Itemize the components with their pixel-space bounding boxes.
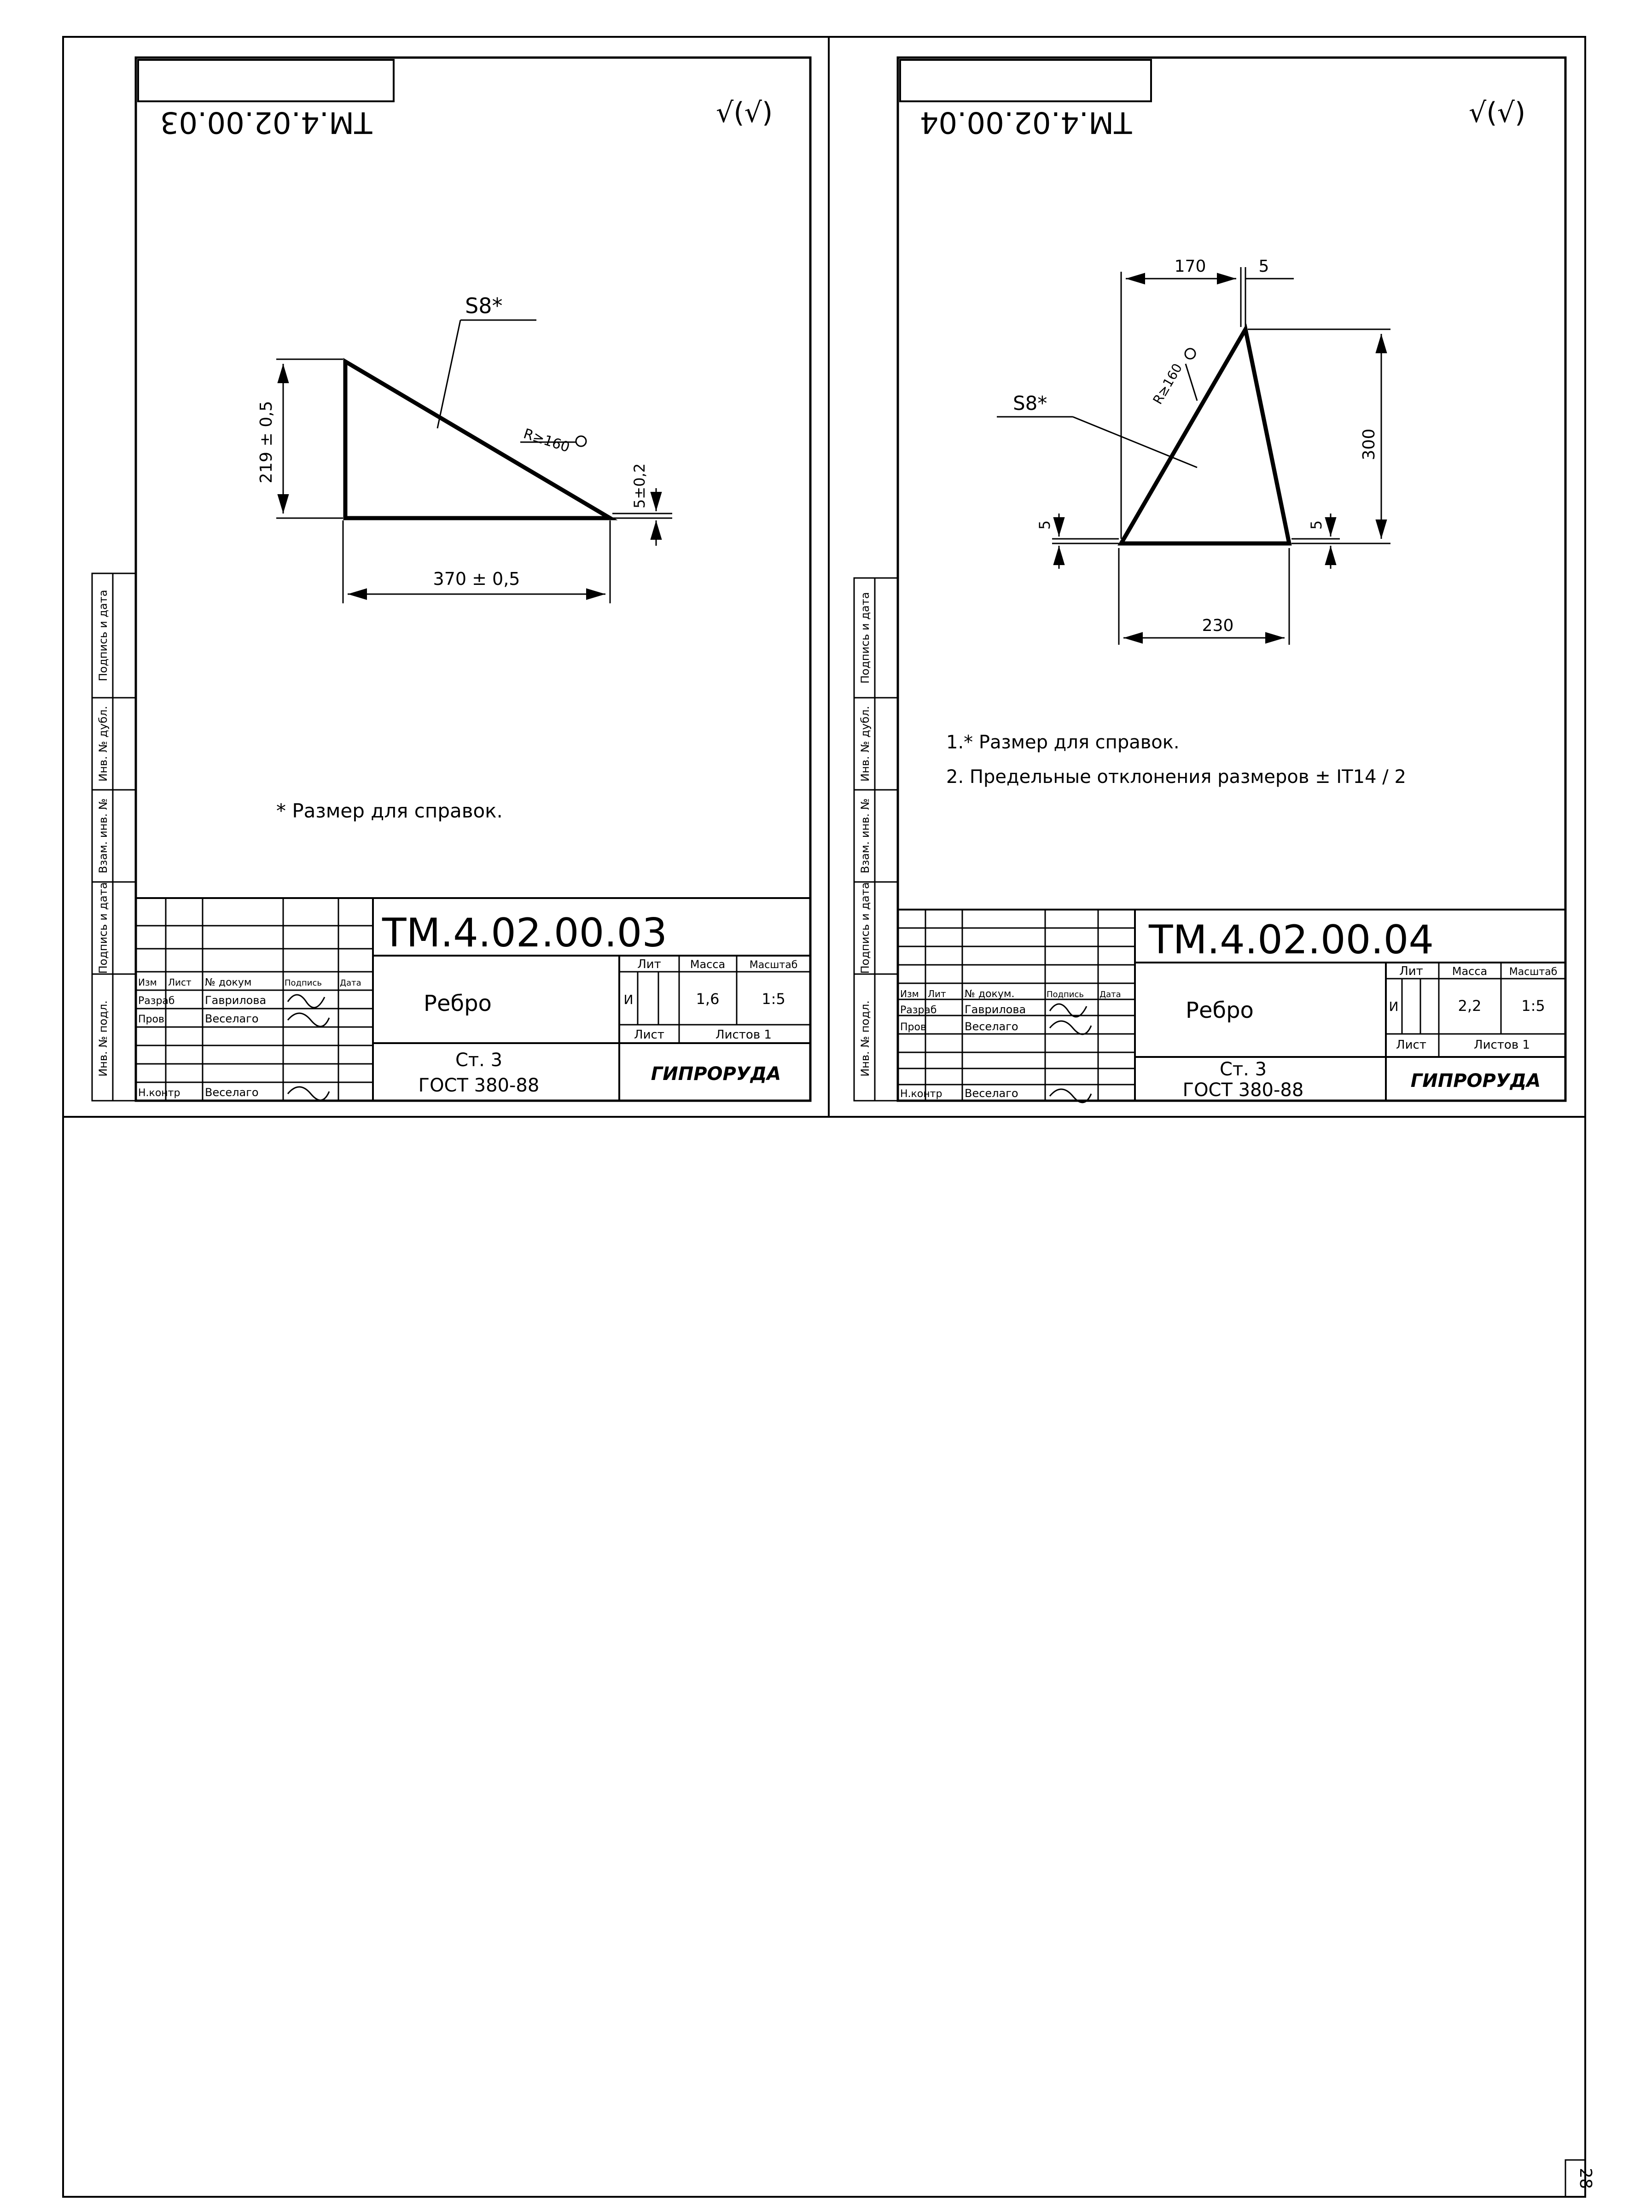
side-label: Подпись и дата bbox=[97, 882, 110, 974]
dim-right-gap-label: 5 bbox=[1308, 520, 1325, 530]
signature bbox=[288, 995, 325, 1008]
sheet-1-top-stamp bbox=[138, 60, 394, 101]
hdr-izm: Изм bbox=[138, 977, 157, 988]
side-label: Подпись и дата bbox=[859, 882, 872, 974]
side-label: Взам. инв. № bbox=[97, 798, 110, 874]
thickness-label: S8* bbox=[465, 293, 503, 318]
col-lit: Лит bbox=[1399, 964, 1423, 978]
hdr-doc: № докум. bbox=[965, 988, 1015, 1000]
col-scale: Масштаб bbox=[1509, 966, 1558, 978]
lit-value: И bbox=[1389, 999, 1399, 1014]
sheet-label: Лист bbox=[1396, 1038, 1426, 1052]
col-mass: Масса bbox=[690, 958, 726, 971]
doc-code: ТМ.4.02.00.04 bbox=[1149, 917, 1434, 963]
top-stamp-code: ТМ.4.02.00.03 bbox=[160, 105, 372, 139]
mass-value: 1,6 bbox=[696, 990, 720, 1008]
sheet-label: Лист bbox=[634, 1028, 664, 1042]
thickness-label: S8* bbox=[1013, 392, 1047, 414]
signature bbox=[288, 1087, 329, 1100]
col-scale: Масштаб bbox=[749, 959, 798, 971]
roughness-symbol: √(√) bbox=[716, 97, 773, 129]
dim-height-label: 219 ± 0,5 bbox=[257, 401, 276, 484]
row-prov-name: Веселаго bbox=[205, 1012, 259, 1025]
row-nkontr: Н.контр bbox=[138, 1087, 180, 1099]
side-label: Инв. № дубл. bbox=[97, 706, 110, 782]
hdr-doc: № докум bbox=[205, 977, 252, 988]
hdr-date: Дата bbox=[1099, 990, 1121, 999]
scale-value: 1:5 bbox=[1521, 997, 1545, 1015]
title-block bbox=[136, 898, 810, 1101]
sheets-count: Листов 1 bbox=[715, 1028, 772, 1042]
row-razrab: Разраб bbox=[900, 1004, 937, 1016]
note-line: 2. Предельные отклонения размеров ± IT14 / 2 bbox=[946, 766, 1406, 788]
mass-value: 2,2 bbox=[1458, 997, 1482, 1015]
top-stamp-code: ТМ.4.02.00.04 bbox=[919, 105, 1132, 139]
note-line: * Размер для справок. bbox=[276, 800, 503, 822]
rib-outline bbox=[1121, 329, 1289, 543]
row-nkontr: Н.контр bbox=[900, 1088, 942, 1100]
hdr-list: Лит bbox=[928, 988, 946, 999]
material-standard: ГОСТ 380-88 bbox=[418, 1075, 540, 1096]
row-prov: Пров bbox=[138, 1014, 164, 1025]
scale-value: 1:5 bbox=[762, 990, 785, 1008]
doc-code: ТМ.4.02.00.03 bbox=[382, 910, 668, 956]
hdr-list: Лист bbox=[168, 977, 192, 988]
row-razrab: Разраб bbox=[138, 995, 175, 1007]
row-nkontr-name: Веселаго bbox=[965, 1087, 1018, 1100]
sheet-2 bbox=[854, 58, 1565, 1103]
col-mass: Масса bbox=[1452, 965, 1488, 978]
side-label: Взам. инв. № bbox=[859, 798, 872, 874]
part-name: Ребро bbox=[1186, 998, 1254, 1023]
hdr-sign: Подпись bbox=[285, 978, 322, 988]
radius-label: R≥160 bbox=[521, 426, 572, 456]
sheets-count: Листов 1 bbox=[1474, 1038, 1530, 1052]
sheet-2-top-stamp bbox=[900, 60, 1151, 101]
company-logo: ГИПРОРУДА bbox=[651, 1063, 781, 1085]
side-label: Инв. № подл. bbox=[859, 1000, 872, 1077]
sheet-1 bbox=[92, 58, 810, 1101]
dim-gap-label: 5±0,2 bbox=[631, 463, 648, 509]
col-lit: Лит bbox=[637, 957, 661, 971]
row-razrab-name: Гаврилова bbox=[205, 994, 267, 1007]
side-label: Подпись и дата bbox=[859, 592, 872, 684]
company-logo: ГИПРОРУДА bbox=[1410, 1070, 1541, 1091]
row-prov-name: Веселаго bbox=[965, 1020, 1018, 1033]
note-line: 1.* Размер для справок. bbox=[946, 732, 1180, 753]
signature bbox=[1050, 1021, 1091, 1034]
radius-label: R≥160 bbox=[1150, 361, 1186, 407]
row-prov: Пров bbox=[900, 1021, 926, 1033]
part-name: Ребро bbox=[424, 991, 492, 1016]
row-nkontr-name: Веселаго bbox=[205, 1086, 259, 1099]
material-grade: Ст. 3 bbox=[455, 1050, 503, 1071]
side-label: Инв. № подл. bbox=[97, 1000, 110, 1077]
dim-base-label: 370 ± 0,5 bbox=[433, 569, 520, 589]
dim-height-label: 300 bbox=[1360, 428, 1379, 461]
side-label: Подпись и дата bbox=[97, 589, 110, 682]
dim-top-b-label: 5 bbox=[1258, 257, 1269, 276]
material-standard: ГОСТ 380-88 bbox=[1182, 1080, 1304, 1101]
row-razrab-name: Гаврилова bbox=[965, 1003, 1026, 1016]
dim-base-label: 230 bbox=[1202, 616, 1234, 635]
material-grade: Ст. 3 bbox=[1219, 1059, 1267, 1080]
side-label: Инв. № дубл. bbox=[859, 706, 872, 782]
title-block bbox=[898, 910, 1565, 1103]
hdr-izm: Изм bbox=[900, 988, 919, 999]
signature bbox=[288, 1013, 329, 1027]
page-number: 28 bbox=[1576, 2168, 1595, 2189]
roughness-symbol: √(√) bbox=[1469, 97, 1526, 129]
lit-value: И bbox=[623, 992, 634, 1007]
dim-top-a-label: 170 bbox=[1174, 257, 1206, 276]
dim-left-gap-label: 5 bbox=[1036, 520, 1053, 530]
hdr-sign: Подпись bbox=[1047, 990, 1084, 999]
hdr-date: Дата bbox=[340, 978, 361, 988]
